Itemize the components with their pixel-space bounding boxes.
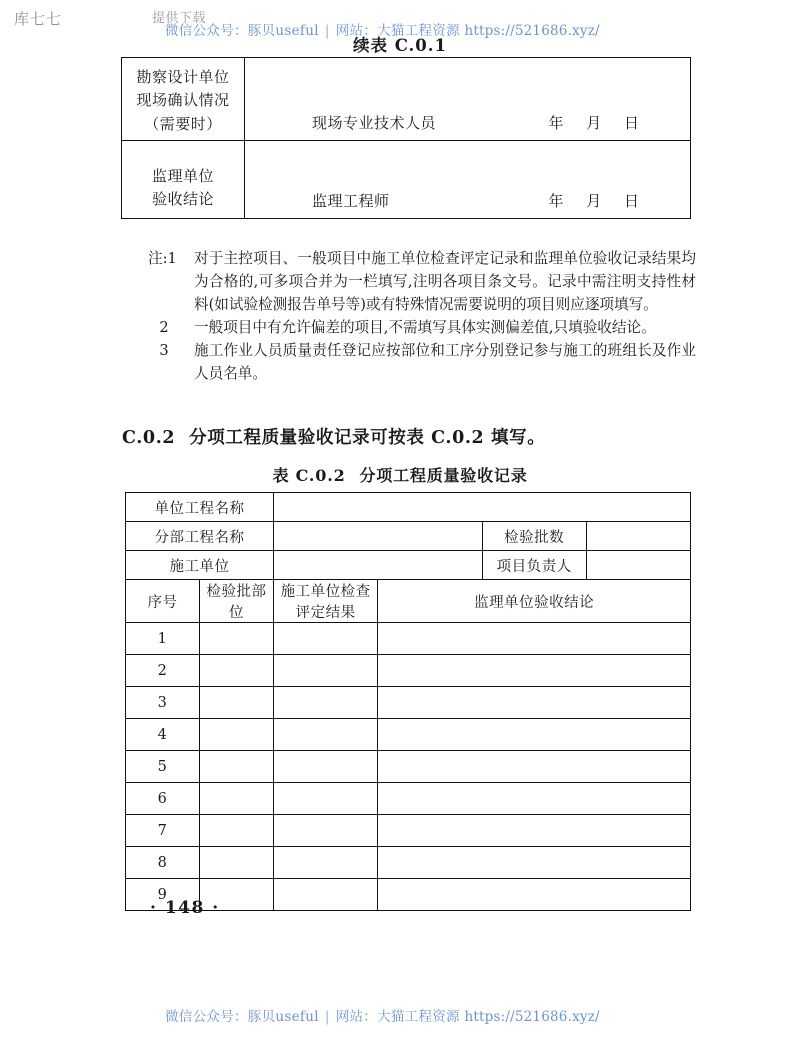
acceptance-table-title-name: 分项工程质量验收记录 (359, 466, 528, 485)
note-lead-label: 注:1 (148, 250, 177, 267)
note-item (148, 316, 696, 339)
cell-supervision-conclusion[interactable] (378, 879, 691, 911)
label-line: 验收结论 (151, 190, 214, 208)
clause-c02 (122, 424, 545, 449)
top-watermark-wechat: 微信公众号：豚贝useful (165, 23, 319, 39)
table-row (126, 847, 691, 879)
row-label-supervision-conclusion (122, 140, 245, 218)
note-text: 施工作业人员质量责任登记应按部位和工序分别登记参与施工的班组长及作业人员名单。 (194, 342, 696, 383)
table-row (122, 58, 691, 141)
cell-survey-design-content[interactable] (245, 58, 691, 141)
note-text: 一般项目中有允许偏差的项目,不需填写具体实测偏差值,只填验收结论。 (194, 319, 656, 337)
label-line: 勘察设计单位 (136, 68, 230, 86)
corner-watermark: 库七七 (14, 10, 63, 28)
field-construction-unit[interactable] (274, 551, 483, 580)
signature-line (245, 112, 690, 133)
cell-seq: 5 (126, 751, 200, 783)
column-header-seq: 序号 (126, 580, 200, 623)
label-construction-unit: 施工单位 (126, 551, 274, 580)
table-row (126, 783, 691, 815)
cell-supervision-conclusion-content[interactable] (245, 140, 691, 218)
cell-seq: 8 (126, 847, 200, 879)
label-unit-project-name: 单位工程名称 (126, 493, 274, 522)
signature-role: 现场专业技术人员 (312, 113, 437, 132)
label-division-project-name: 分部工程名称 (126, 522, 274, 551)
signature-date: 年 月 日 (548, 191, 648, 210)
note-item (148, 339, 696, 385)
table-row (126, 751, 691, 783)
download-hint-watermark: 提供下载 (152, 11, 207, 26)
cell-seq: 2 (126, 655, 200, 687)
cell-inspection-lot-part[interactable] (200, 847, 274, 879)
top-watermark-site: 网站：大猫工程资源 (335, 23, 460, 39)
cell-supervision-conclusion[interactable] (378, 655, 691, 687)
cell-supervision-conclusion[interactable] (378, 815, 691, 847)
acceptance-record-table (125, 492, 691, 911)
cell-inspection-lot-part[interactable] (200, 815, 274, 847)
clause-text: 分项工程质量验收记录可按表 C.0.2 填写。 (189, 428, 546, 448)
cell-supervision-conclusion[interactable] (378, 719, 691, 751)
cell-construction-result[interactable] (274, 879, 378, 911)
note-number: 3 (159, 342, 169, 360)
label-project-manager: 项目负责人 (482, 551, 586, 580)
page-number: · 148 · (150, 898, 220, 918)
label-inspection-lot-count: 检验批数 (482, 522, 586, 551)
table-row (126, 719, 691, 751)
cell-inspection-lot-part[interactable] (200, 751, 274, 783)
cell-seq: 3 (126, 687, 200, 719)
continued-table-title: 续表 C.0.1 (352, 36, 448, 55)
cell-construction-result[interactable] (274, 687, 378, 719)
cell-inspection-lot-part[interactable] (200, 655, 274, 687)
column-header-inspection-lot-part: 检验批部位 (200, 580, 274, 623)
cell-construction-result[interactable] (274, 783, 378, 815)
table-row (126, 815, 691, 847)
cell-supervision-conclusion[interactable] (378, 623, 691, 655)
row-label-survey-design (122, 58, 245, 141)
field-inspection-lot-count[interactable] (586, 522, 690, 551)
note-text: 对于主控项目、一般项目中施工单位检查评定记录和监理单位验收记录结果均为合格的,可多项合并为一栏填写,注明各项目条文号。记录中需注明支持性材料(如试验检测报告单号等)或有特殊情况需要说明的项目则应逐项填写。 (194, 250, 696, 314)
cell-inspection-lot-part[interactable] (200, 623, 274, 655)
bottom-watermark-url: https://521686.xyz/ (464, 1009, 600, 1025)
label-line: （需要时） (144, 114, 222, 133)
field-unit-project-name[interactable] (274, 493, 691, 522)
field-division-project-name[interactable] (274, 522, 483, 551)
cell-supervision-conclusion[interactable] (378, 783, 691, 815)
label-line: 现场确认情况 (136, 91, 230, 110)
signature-role: 监理工程师 (312, 191, 390, 210)
cell-construction-result[interactable] (274, 719, 378, 751)
cell-construction-result[interactable] (274, 655, 378, 687)
acceptance-table-title (0, 463, 800, 486)
table-row (126, 623, 691, 655)
signature-date: 年 月 日 (548, 113, 648, 132)
cell-inspection-lot-part[interactable] (200, 687, 274, 719)
cell-supervision-conclusion[interactable] (378, 687, 691, 719)
signature-line (245, 190, 690, 211)
table-notes (148, 247, 696, 385)
table-row-unit-project (126, 493, 691, 522)
top-watermark-url: https://521686.xyz/ (464, 23, 600, 39)
table-row (122, 140, 691, 218)
cell-inspection-lot-part[interactable] (200, 783, 274, 815)
table-row-division-project (126, 522, 691, 551)
cell-construction-result[interactable] (274, 751, 378, 783)
acceptance-table-title-prefix: 表 C.0.2 (272, 466, 346, 485)
cell-seq: 7 (126, 815, 200, 847)
table-row (126, 687, 691, 719)
note-number: 2 (159, 319, 169, 337)
cell-seq: 6 (126, 783, 200, 815)
cell-seq: 9 (126, 879, 200, 911)
table-row-construction-unit (126, 551, 691, 580)
bottom-watermark-separator: | (324, 1009, 330, 1025)
cell-seq: 4 (126, 719, 200, 751)
bottom-watermark-site: 网站：大猫工程资源 (335, 1009, 460, 1025)
cell-construction-result[interactable] (274, 847, 378, 879)
table-header-row (126, 580, 691, 623)
clause-number: C.0.2 (122, 428, 176, 448)
table-row (126, 655, 691, 687)
top-watermark-separator: | (324, 23, 330, 39)
field-project-manager[interactable] (586, 551, 690, 580)
cell-construction-result[interactable] (274, 623, 378, 655)
cell-seq: 1 (126, 623, 200, 655)
column-header-supervision-conclusion: 监理单位验收结论 (378, 580, 691, 623)
bottom-watermark-wechat: 微信公众号：豚贝useful (165, 1009, 319, 1025)
note-item (148, 247, 696, 316)
cell-supervision-conclusion[interactable] (378, 847, 691, 879)
cell-inspection-lot-part[interactable] (200, 719, 274, 751)
label-line: 监理单位 (151, 166, 214, 185)
continued-acceptance-table (121, 57, 691, 219)
cell-construction-result[interactable] (274, 815, 378, 847)
column-header-construction-result: 施工单位检查评定结果 (274, 580, 378, 623)
cell-supervision-conclusion[interactable] (378, 751, 691, 783)
bottom-watermark-bar (165, 1005, 600, 1025)
